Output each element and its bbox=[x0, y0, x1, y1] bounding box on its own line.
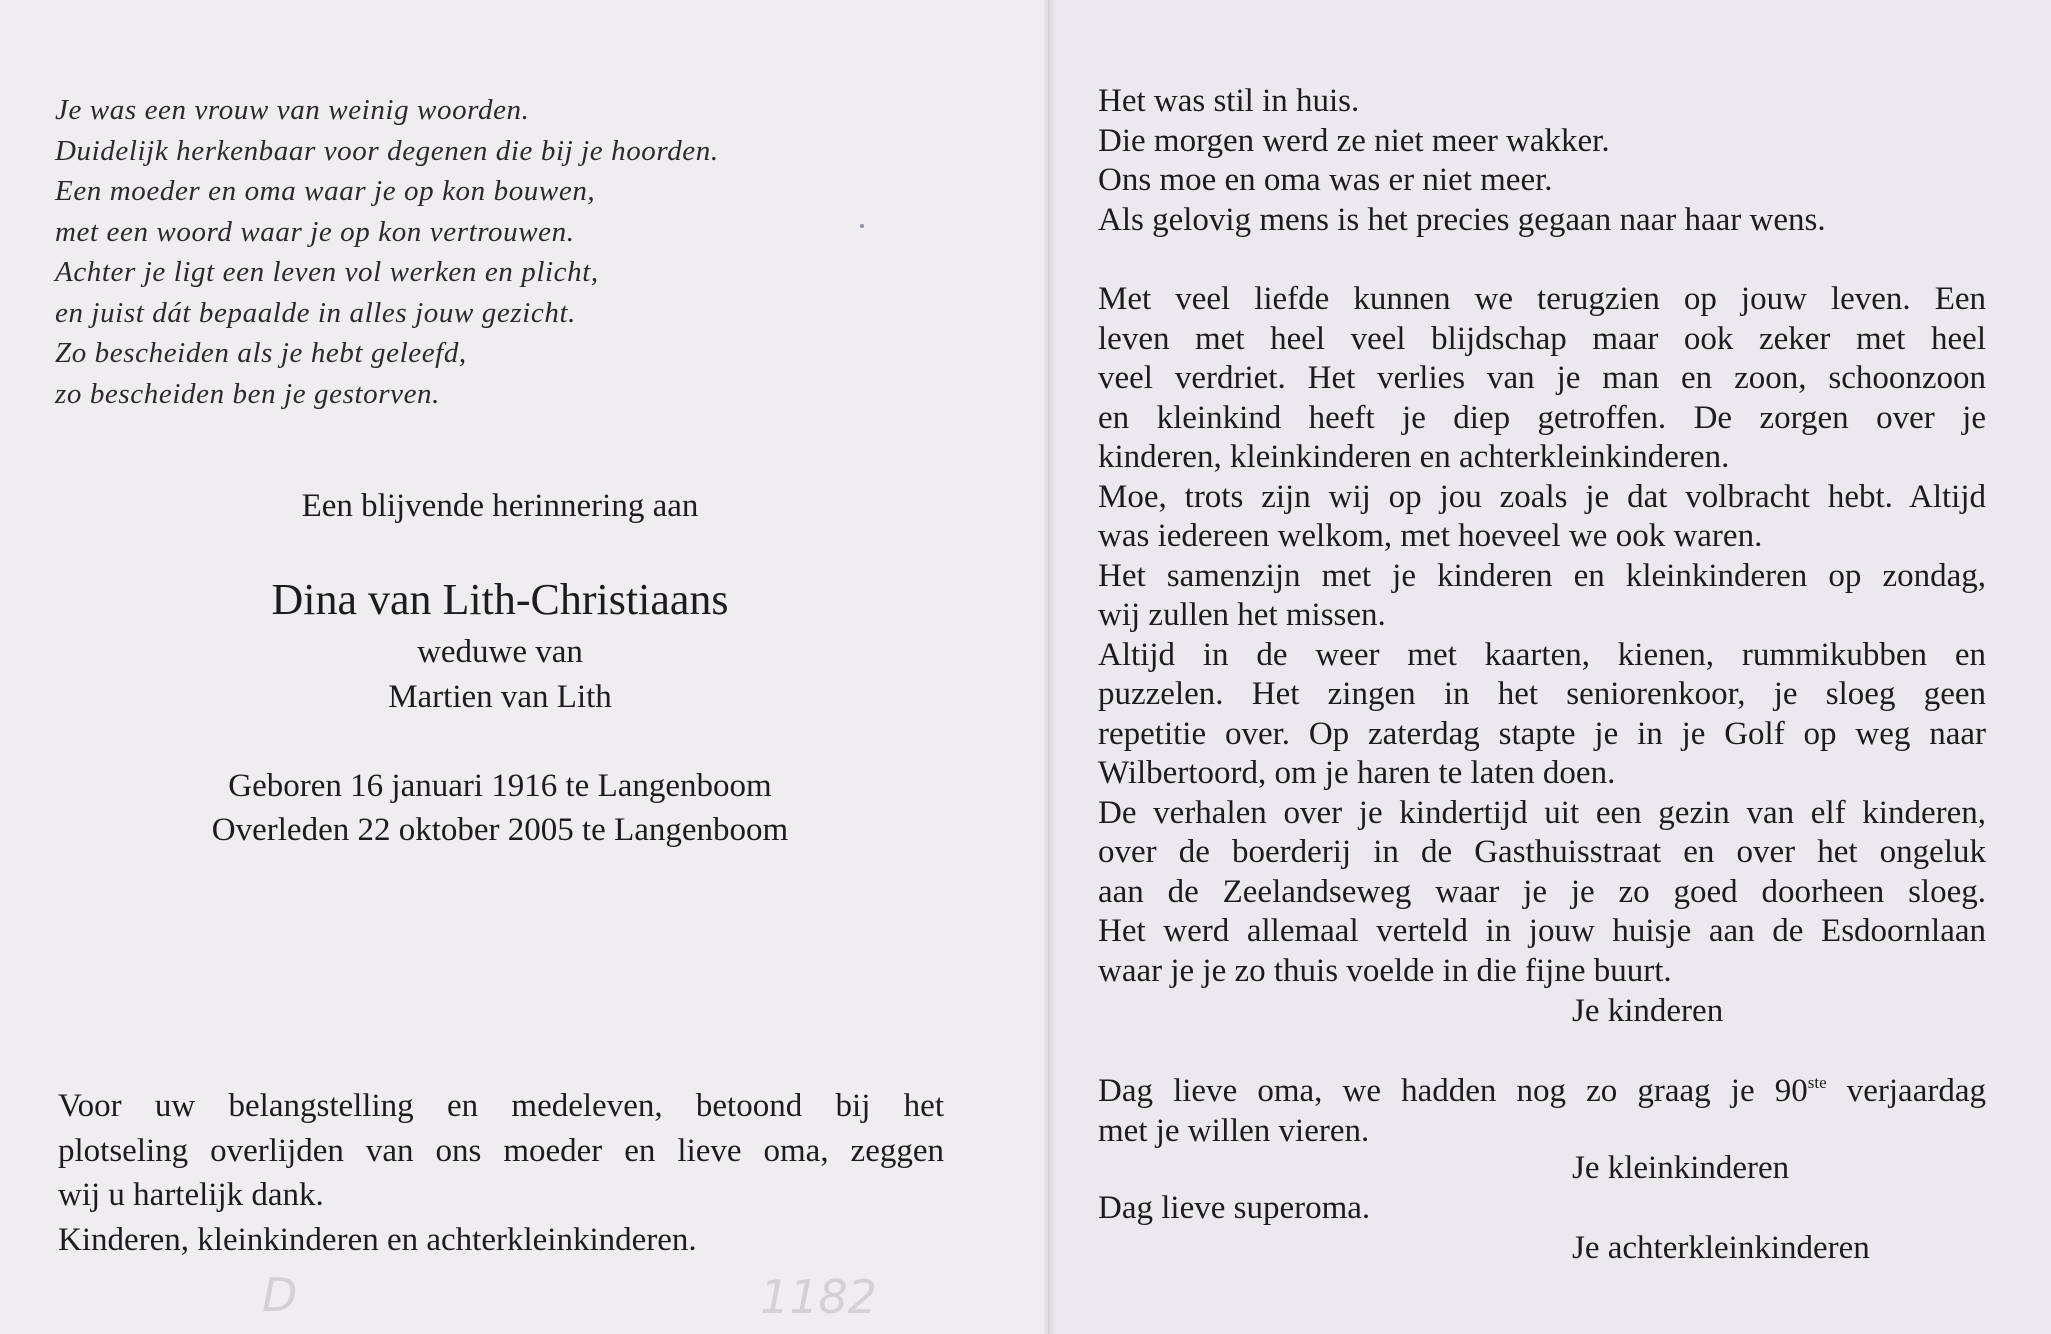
text-line: Het samenzijn met je kinderen en kleinkinderen op zondag, bbox=[1098, 557, 1986, 594]
text-line: over de boerderij in de Gasthuisstraat en over het ongeluk bbox=[1098, 834, 1986, 870]
text-line: Die morgen werd ze niet meer wakker. bbox=[1098, 122, 1610, 159]
text-line: De verhalen over je kindertijd uit een gezin van elf kinderen, bbox=[1098, 794, 1986, 831]
death-line: Overleden 22 oktober 2005 te Langenboom bbox=[211, 812, 789, 848]
great-grandchildren-signature: Je achterkleinkinderen bbox=[1572, 1230, 1870, 1266]
children-signature: Je kinderen bbox=[1572, 993, 1724, 1029]
poem-line: Duidelijk herkenbaar voor degenen die bij je hoorden. bbox=[55, 134, 719, 167]
print-speck bbox=[860, 224, 864, 228]
poem bbox=[55, 90, 719, 414]
text-line: Met veel liefde kunnen we terugzien op jouw leven. Een bbox=[1098, 281, 1986, 317]
text-line: met je willen vieren. bbox=[1098, 1112, 1370, 1149]
thanks-signature: Kinderen, kleinkinderen en achterkleinkinderen. bbox=[58, 1221, 697, 1258]
grandchildren-message bbox=[1098, 1072, 1986, 1151]
husband-name: Martien van Lith bbox=[388, 679, 612, 715]
text-line: waar je je zo thuis voelde in die fijne buurt. bbox=[1098, 952, 1672, 989]
text-line: aan de Zeelandseweg waar je je zo goed doorheen sloeg. bbox=[1098, 873, 1986, 910]
handwritten-number: 1182 bbox=[760, 1270, 878, 1324]
handwritten-mark: D bbox=[262, 1268, 298, 1322]
oma-text-before: Dag lieve oma, we hadden nog zo graag je 90 bbox=[1098, 1073, 1808, 1109]
text-line: repetitie over. Op zaterdag stapte je in je Golf op weg naar bbox=[1098, 715, 1986, 752]
text-line: Het was stil in huis. bbox=[1098, 83, 1360, 119]
text-line: Als gelovig mens is het precies gegaan naar haar wens. bbox=[1098, 201, 1826, 238]
text-line: Ons moe en oma was er niet meer. bbox=[1098, 162, 1553, 198]
life-story-paragraph bbox=[1098, 280, 1986, 991]
text-line: Het werd allemaal verteld in jouw huisje aan de Esdoornlaan bbox=[1098, 913, 1986, 949]
grandchildren-signature: Je kleinkinderen bbox=[1572, 1150, 1790, 1186]
poem-line: Je was een vrouw van weinig woorden. bbox=[55, 94, 530, 126]
thanks-line: plotseling overlijden van ons moeder en lieve oma, zeggen bbox=[58, 1132, 944, 1169]
great-grandchildren-message: Dag lieve superoma. bbox=[1098, 1190, 1371, 1226]
text-line: en kleinkind heeft je diep getroffen. De zorgen over je bbox=[1098, 399, 1986, 436]
poem-line: en juist dát bepaalde in alles jouw gezicht. bbox=[55, 296, 576, 329]
poem-line: Zo bescheiden als je hebt geleefd, bbox=[55, 337, 467, 369]
text-line: Wilbertoord, om je haren te laten doen. bbox=[1098, 755, 1616, 791]
widow-label: weduwe van bbox=[417, 634, 583, 670]
memorial-intro: Een blijvende herinnering aan bbox=[301, 488, 699, 524]
text-line: Moe, trots zijn wij op jou zoals je dat volbracht hebt. Altijd bbox=[1098, 478, 1986, 515]
birth-line: Geboren 16 januari 1916 te Langenboom bbox=[228, 768, 772, 804]
poem-line: Een moeder en oma waar je op kon bouwen, bbox=[55, 175, 596, 207]
poem-line: Achter je ligt een leven vol werken en plicht, bbox=[55, 256, 599, 288]
text-line: veel verdriet. Het verlies van je man en zoon, schoonzoon bbox=[1098, 360, 1986, 396]
oma-text-after: verjaardag bbox=[1826, 1073, 1986, 1109]
text-line: was iedereen welkom, met hoeveel we ook waren. bbox=[1098, 518, 1763, 554]
thanks-line: Voor uw belangstelling en medeleven, betoond bij het bbox=[58, 1088, 944, 1124]
fold-crease bbox=[1048, 0, 1049, 1334]
poem-line: met een woord waar je op kon vertrouwen. bbox=[55, 215, 575, 248]
text-line bbox=[1098, 1072, 1986, 1112]
text-line: puzzelen. Het zingen in het seniorenkoor, je sloeg geen bbox=[1098, 676, 1986, 712]
thanks-line: wij u hartelijk dank. bbox=[58, 1177, 324, 1213]
text-line: kinderen, kleinkinderen en achterkleinkinderen. bbox=[1098, 439, 1730, 475]
text-line: leven met heel veel blijdschap maar ook zeker met heel bbox=[1098, 320, 1986, 357]
deceased-name: Dina van Lith-Christiaans bbox=[271, 575, 729, 624]
text-line: Altijd in de weer met kaarten, kienen, rummikubben en bbox=[1098, 636, 1986, 673]
card-fold bbox=[1044, 0, 1054, 1334]
text-line: wij zullen het missen. bbox=[1098, 597, 1386, 633]
poem-line: zo bescheiden ben je gestorven. bbox=[55, 377, 441, 410]
thanks-paragraph bbox=[58, 1084, 944, 1262]
opening-paragraph bbox=[1098, 82, 1986, 240]
ordinal-suffix: ste bbox=[1807, 1073, 1827, 1092]
